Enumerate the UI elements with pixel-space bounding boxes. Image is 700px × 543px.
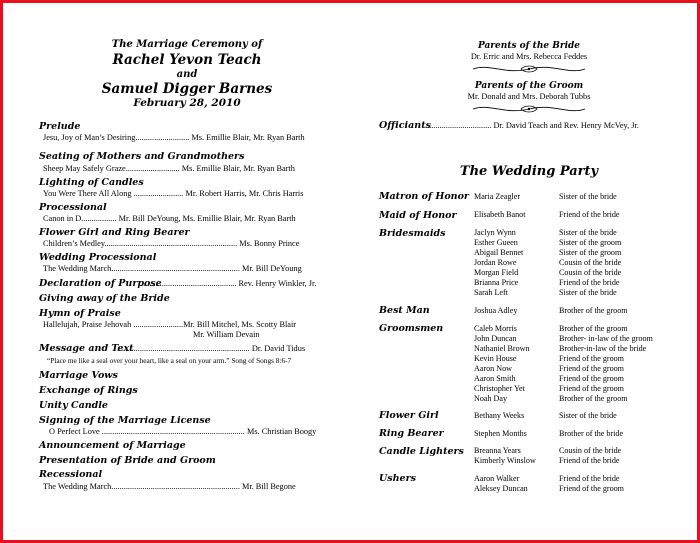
- member-name: Abigail Bennet: [474, 248, 524, 257]
- member-name: Bethany Weeks: [474, 411, 525, 420]
- member-relation: Brother of the groom: [559, 394, 628, 403]
- wedding-processional-title: Wedding Processional: [39, 252, 157, 263]
- declaration-line: .............................................. Rev. Henry Winkler, Jr.: [141, 279, 317, 288]
- member-name: Aaron Now: [474, 364, 512, 373]
- license-title: Signing of the Marriage License: [39, 415, 211, 426]
- member-name: Nathaniel Brown: [474, 344, 530, 353]
- hymn-line-2: Mr. William Devain: [193, 330, 260, 339]
- ceremony-heading: The Marriage Ceremony of: [111, 39, 263, 50]
- announcement-title: Announcement of Marriage: [39, 440, 186, 451]
- role-flower-girl: Flower Girl: [379, 410, 439, 421]
- groom-parents-names: Mr. Donald and Mrs. Deborah Tubbs: [467, 92, 591, 101]
- unity-title: Unity Candle: [39, 400, 108, 411]
- and-text: and: [176, 69, 198, 80]
- groom-parents-title: Parents of the Groom: [474, 81, 584, 91]
- giving-away-title: Giving away of the Bride: [39, 293, 170, 304]
- rings-title: Exchange of Rings: [39, 385, 138, 396]
- member-relation: Sister of the bride: [559, 228, 617, 237]
- prelude-title: Prelude: [39, 121, 81, 132]
- member-relation: Sister of the groom: [559, 238, 622, 247]
- flower-ring-title: Flower Girl and Ring Bearer: [39, 227, 190, 238]
- member-name: Caleb Morris: [474, 324, 517, 333]
- member-name: Morgan Field: [474, 268, 519, 277]
- hymn-title: Hymn of Praise: [39, 308, 121, 319]
- presentation-title: Presentation of Bride and Groom: [39, 455, 216, 466]
- member-relation: Friend of the groom: [559, 374, 624, 383]
- ceremony-date: February 28, 2010: [133, 97, 241, 109]
- member-name: Maria Zeagler: [474, 192, 521, 201]
- seating-line: Sheep May Safely Graze.......................... Ms. Emillie Blair, Mr. Ryan Barth: [43, 164, 295, 173]
- role-groomsmen: Groomsmen: [379, 323, 444, 334]
- member-relation: Sister of the bride: [559, 288, 617, 297]
- member-relation: Brother- in-law of the groom: [559, 334, 653, 343]
- member-relation: Cousin of the bride: [559, 446, 622, 455]
- member-name: Aaron Walker: [474, 474, 520, 483]
- member-relation: Brother of the groom: [559, 324, 628, 333]
- member-relation: Friend of the groom: [559, 354, 624, 363]
- member-relation: Sister of the groom: [559, 248, 622, 257]
- role-candle-lighters: Candle Lighters: [379, 446, 464, 457]
- wedding-processional-line: The Wedding March.............................................................. Mr. Bill DeYoung: [43, 264, 302, 273]
- processional-line: Canon in D................. Mr. Bill DeYoung, Ms. Emillie Blair, Mr. Ryan Barth: [43, 214, 296, 223]
- recessional-line: The Wedding March.............................................................. Mr. Bill Begone: [43, 482, 296, 491]
- member-relation: Friend of the bride: [559, 278, 620, 287]
- role-bridesmaids: Bridesmaids: [379, 228, 446, 239]
- member-name: Joshua Adley: [474, 306, 518, 315]
- member-relation: Sister of the bride: [559, 411, 617, 420]
- message-title: Message and Text: [39, 343, 134, 354]
- member-relation: Friend of the bride: [559, 210, 620, 219]
- member-relation: Friend of the bride: [559, 474, 620, 483]
- member-relation: Friend of the groom: [559, 384, 624, 393]
- member-name: Aleksey Duncan: [474, 484, 528, 493]
- recessional-title: Recessional: [39, 469, 103, 480]
- member-name: Noah Day: [474, 394, 508, 403]
- member-relation: Brother of the bride: [559, 429, 624, 438]
- bride-name: Rachel Yevon Teach: [112, 52, 262, 68]
- role-matron-of-honor: Matron of Honor: [379, 191, 469, 202]
- flourish-divider-icon: [469, 103, 589, 115]
- member-name: Aaron Smith: [474, 374, 516, 383]
- hymn-line: Hallelujah, Praise Jehovah ........................Mr. Bill Mitchel, Ms. Scotty Blair: [43, 320, 297, 329]
- member-name: Kevin House: [474, 354, 517, 363]
- officiants-line: ................................ Dr. David Teach and Rev. Henry McVey, Jr.: [425, 121, 639, 130]
- member-name: John Duncan: [474, 334, 517, 343]
- candles-line: You Were There All Along ........................ Mr. Robert Harris, Mr. Chris Harris: [43, 189, 304, 198]
- bride-parents-title: Parents of the Bride: [477, 41, 581, 51]
- seating-title: Seating of Mothers and Grandmothers: [39, 151, 245, 162]
- vows-title: Marriage Vows: [39, 370, 118, 381]
- role-best-man: Best Man: [379, 305, 430, 316]
- member-relation: Brother-in-law of the bride: [559, 344, 647, 353]
- member-relation: Cousin of the bride: [559, 268, 622, 277]
- wedding-party-title: The Wedding Party: [459, 164, 599, 179]
- member-name: Esther Gueen: [474, 238, 518, 247]
- flower-ring-line: Children’s Medley................................................................ Ms. Bonny Prince: [43, 239, 300, 248]
- role-maid-of-honor: Maid of Honor: [379, 210, 457, 221]
- member-name: Elisabeth Banot: [474, 210, 526, 219]
- bride-parents-names: Dr. Erric and Mrs. Rebecca Feddes: [470, 52, 588, 61]
- flourish-divider-icon: [469, 63, 589, 75]
- declaration-title: Declaration of Purpose: [39, 278, 162, 289]
- message-quote: “Place me like a seal over your heart, like a seal on your arm.” Song of Songs 8:6-7: [47, 356, 292, 365]
- member-name: Jaclyn Wynn: [474, 228, 516, 237]
- groom-name: Samuel Digger Barnes: [101, 81, 273, 97]
- officiants-label: Officiants: [379, 120, 431, 131]
- candles-title: Lighting of Candles: [39, 177, 144, 188]
- member-name: Stephen Months: [474, 429, 527, 438]
- member-relation: Friend of the groom: [559, 484, 624, 493]
- member-relation: Sister of the bride: [559, 192, 617, 201]
- license-line: O Perfect Love ..................................................................... Ms. Christian Boogy: [49, 427, 317, 436]
- role-ushers: Ushers: [379, 473, 416, 484]
- member-relation: Friend of the groom: [559, 364, 624, 373]
- member-name: Breanna Years: [474, 446, 521, 455]
- member-relation: Brother of the groom: [559, 306, 628, 315]
- member-name: Brianna Price: [474, 278, 519, 287]
- processional-title: Processional: [39, 202, 107, 213]
- member-name: Jordan Rowe: [474, 258, 517, 267]
- member-name: Kimberly Winslow: [474, 456, 536, 465]
- role-ring-bearer: Ring Bearer: [379, 428, 444, 439]
- prelude-line: Jesu, Joy of Man’s Desiring.......................... Ms. Emillie Blair, Mr. Ryan Barth: [43, 133, 305, 142]
- member-relation: Cousin of the bride: [559, 258, 622, 267]
- member-relation: Friend of the bride: [559, 456, 620, 465]
- member-name: Christopher Yet: [474, 384, 525, 393]
- member-name: Sarah Left: [474, 288, 508, 297]
- message-line: ................................................................ Dr. David Tidus: [117, 344, 306, 353]
